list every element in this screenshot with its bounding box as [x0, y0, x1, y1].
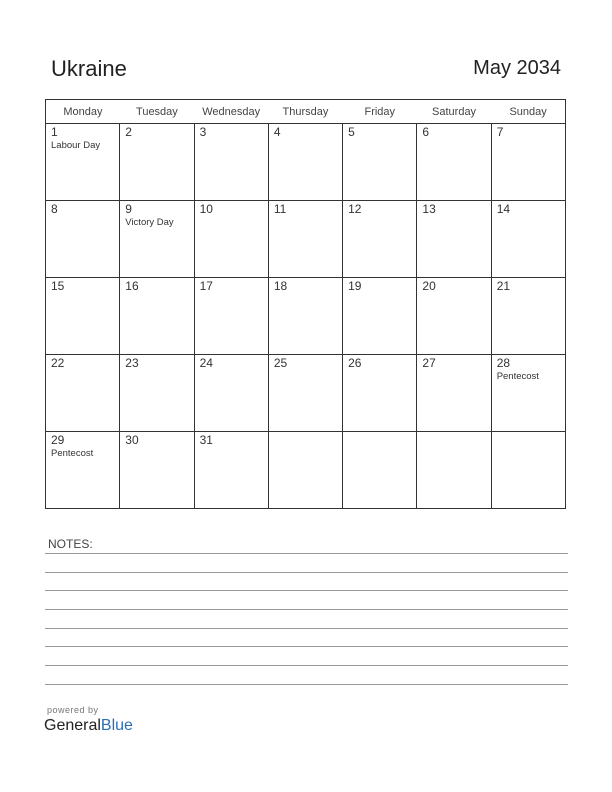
- day-cell: [120, 201, 194, 278]
- weekday-header-row: [46, 100, 566, 124]
- day-cell: [194, 278, 268, 355]
- week-row: [46, 355, 566, 432]
- day-number: 23: [125, 356, 139, 370]
- day-number: 10: [199, 202, 213, 216]
- day-cell: [46, 278, 120, 355]
- brand-logo: [44, 717, 133, 735]
- day-number: 2: [125, 125, 132, 139]
- day-number: 6: [422, 125, 430, 139]
- day-cell: [120, 355, 194, 432]
- day-cell: [268, 278, 342, 355]
- day-cell: [194, 432, 268, 509]
- calendar-body: [46, 124, 566, 509]
- weekday-header: Saturday: [417, 100, 491, 124]
- weekday-header: Tuesday: [120, 100, 194, 124]
- day-number: 19: [348, 279, 362, 293]
- brand-blue: Blue: [100, 717, 133, 734]
- day-number: 13: [422, 202, 436, 216]
- day-cell: [268, 355, 342, 432]
- day-number: 16: [125, 279, 139, 293]
- day-cell: [417, 124, 491, 201]
- holiday-label: Pentecost: [496, 371, 539, 382]
- note-line: [45, 590, 568, 591]
- holiday-label: Labour Day: [51, 140, 101, 151]
- week-row: [46, 124, 566, 201]
- day-number: 4: [273, 125, 281, 139]
- day-number: 5: [348, 125, 355, 139]
- day-number: 3: [199, 125, 207, 139]
- note-line: [45, 628, 568, 629]
- day-number: 26: [348, 356, 362, 370]
- day-number: 27: [422, 356, 436, 370]
- note-line: [45, 553, 568, 554]
- week-row: [46, 201, 566, 278]
- day-number: 28: [496, 356, 511, 370]
- day-cell: [194, 355, 268, 432]
- day-number: 12: [348, 202, 362, 216]
- day-cell: [417, 278, 491, 355]
- day-cell: [120, 432, 194, 509]
- day-cell: [268, 432, 342, 509]
- day-number: 9: [125, 202, 132, 216]
- day-cell: [417, 355, 491, 432]
- day-cell: [491, 124, 565, 201]
- day-number: 25: [273, 356, 288, 370]
- day-cell: [120, 124, 194, 201]
- week-row: [46, 278, 566, 355]
- day-number: 21: [496, 279, 511, 293]
- note-line: [45, 665, 568, 666]
- day-cell: [120, 278, 194, 355]
- day-number: 1: [51, 125, 58, 139]
- day-number: 7: [496, 125, 504, 139]
- weekday-header: Monday: [46, 100, 120, 124]
- note-line: [45, 684, 568, 685]
- day-cell: [343, 201, 417, 278]
- day-cell: [417, 201, 491, 278]
- note-line: [45, 572, 568, 573]
- day-number: 14: [496, 202, 511, 216]
- day-cell: [46, 124, 120, 201]
- day-number: 31: [199, 433, 213, 447]
- day-cell: [46, 355, 120, 432]
- day-cell: [491, 355, 565, 432]
- powered-by-text: powered by: [47, 705, 99, 715]
- day-cell: [491, 278, 565, 355]
- day-number: 20: [422, 279, 436, 293]
- day-cell: [343, 278, 417, 355]
- calendar-grid: [45, 99, 566, 509]
- note-line: [45, 646, 568, 647]
- day-number: 22: [51, 356, 65, 370]
- day-cell: [417, 432, 491, 509]
- weekday-header: Wednesday: [194, 100, 268, 124]
- day-cell: [268, 124, 342, 201]
- day-cell: [491, 432, 565, 509]
- day-cell: [46, 432, 120, 509]
- day-number: 29: [51, 433, 65, 447]
- month-title: May 2034: [473, 57, 561, 79]
- day-cell: [343, 124, 417, 201]
- week-row: [46, 432, 566, 509]
- country-title: Ukraine: [51, 56, 127, 81]
- day-cell: [491, 201, 565, 278]
- day-number: 17: [199, 279, 213, 293]
- day-number: 30: [125, 433, 139, 447]
- brand-general: General: [44, 717, 101, 734]
- weekday-header: Sunday: [491, 100, 565, 124]
- day-number: 24: [199, 356, 213, 370]
- note-line: [45, 609, 568, 610]
- day-number: 8: [51, 202, 58, 216]
- holiday-label: Pentecost: [51, 448, 94, 459]
- weekday-header: Friday: [343, 100, 417, 124]
- day-cell: [194, 124, 268, 201]
- day-number: 11: [273, 202, 287, 216]
- day-cell: [268, 201, 342, 278]
- day-number: 18: [273, 279, 288, 293]
- holiday-label: Victory Day: [125, 217, 174, 228]
- day-cell: [343, 432, 417, 509]
- weekday-header: Thursday: [268, 100, 342, 124]
- day-number: 15: [51, 279, 65, 293]
- notes-label: NOTES:: [48, 537, 93, 551]
- day-cell: [194, 201, 268, 278]
- day-cell: [343, 355, 417, 432]
- day-cell: [46, 201, 120, 278]
